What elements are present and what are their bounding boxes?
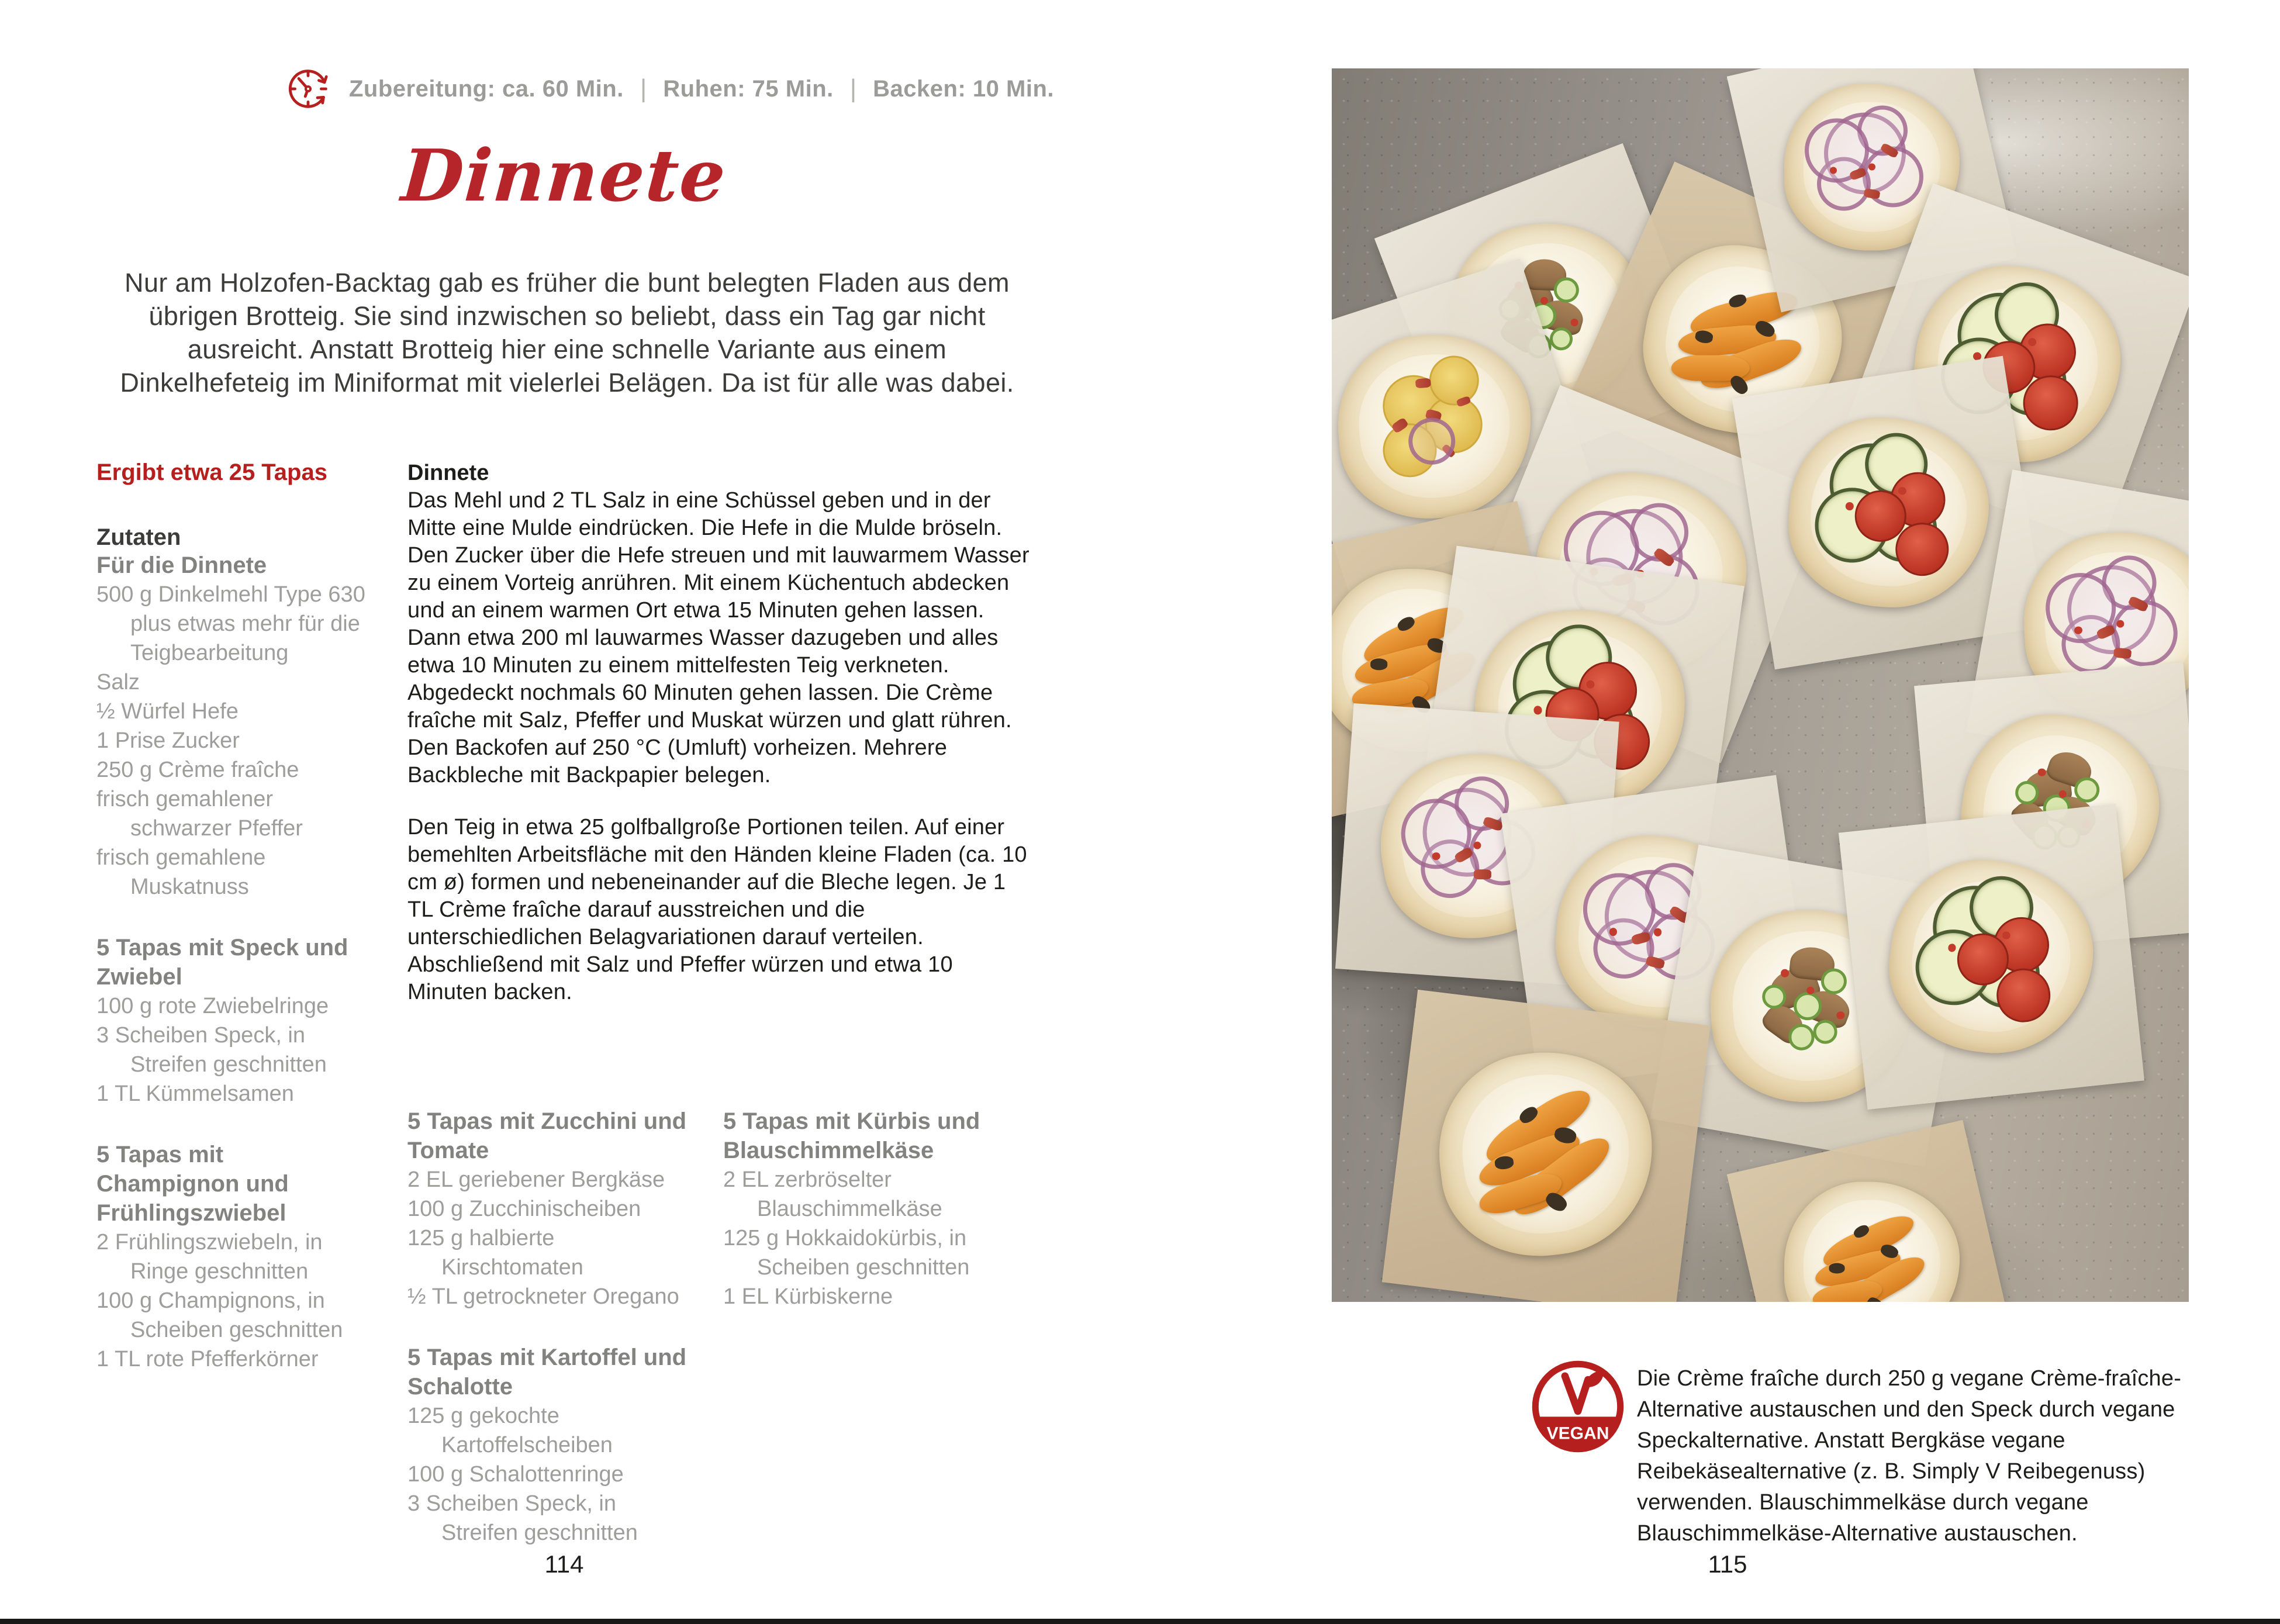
ingredient-item: 2 Frühlingszwiebeln, in Ringe geschnitten <box>96 1230 323 1284</box>
ingredients-column <box>96 459 367 1405</box>
ingredient-item: Salz <box>96 670 140 694</box>
topping-seed <box>1829 1263 1844 1273</box>
ingredient-item: 125 g gekochte Kartoffelscheiben <box>407 1404 613 1457</box>
ingredient-item: frisch gemahlene Muskatnuss <box>96 845 266 899</box>
ingredient-item: 125 g halbierte Kirschtomaten <box>407 1226 583 1280</box>
ingredient-item: 100 g Zucchinischeiben <box>407 1197 641 1221</box>
ingredient-group-heading: 5 Tapas mit Kartoffel und Schalotte <box>407 1345 687 1400</box>
ingredient-item: 2 EL zerbröselter Blauschimmelkäse <box>723 1167 942 1221</box>
time-item: Zubereitung: ca. 60 Min. <box>349 75 624 102</box>
topping-bac <box>1415 378 1431 389</box>
vegan-badge-label: VEGAN <box>1546 1423 1609 1443</box>
topping-bac <box>2113 647 2132 659</box>
ingredient-groups-left <box>96 551 367 1374</box>
prep-times-row <box>285 65 1054 112</box>
ingredient-group <box>96 1140 367 1374</box>
ingredient-item: 1 Prise Zucker <box>96 728 240 753</box>
timer-clock-icon <box>285 65 331 112</box>
method-paragraph: Das Mehl und 2 TL Salz in eine Schüssel geben und in der Mitte eine Mulde eindrücken. Die Hefe in die Mulde bröseln. Den Zucker über die Hefe streuen und mit lauwarmem Wasser zu einem Vorteig anrühren. Mit einem Küchentuch abdecken und an einem warmen Ort etwa 15 Minuten gehen lassen. Dann etwa 200 ml lauwarmes Wasser dazugeben und alles etwa 10 Minuten zu einem mittelfesten Teig verkneten. Abgedeckt nochmals 60 Minuten gehen lassen. Die Crème fraîche mit Salz, Pfeffer und Muskat würzen und glatt rühren. Den Backofen auf 250 °C (Umluft) vorheizen. Mehrere Backbleche mit Backpapier belegen. <box>407 488 1030 787</box>
ingredient-item: 1 EL Kürbiskerne <box>723 1284 893 1309</box>
time-item: Ruhen: 75 Min. <box>663 75 834 102</box>
time-separator: | <box>849 74 857 103</box>
ingredient-group <box>407 1107 694 1311</box>
topping-bac <box>1474 869 1491 879</box>
topping-pep <box>1845 502 1854 510</box>
ingredient-group-heading: 5 Tapas mit Zucchini und Tomate <box>407 1108 687 1163</box>
ingredient-item: 3 Scheiben Speck, in Streifen geschnitten <box>96 1023 327 1077</box>
yield-line: Ergibt etwa 25 Tapas <box>96 459 327 485</box>
vegan-badge-icon <box>1532 1357 1624 1456</box>
page-number-right: 115 <box>1708 1550 1747 1578</box>
ingredient-item: 500 g Dinkelmehl Type 630 plus etwas mehr für die Teigbearbeitung <box>96 582 365 665</box>
topping-pep <box>1608 927 1617 936</box>
ingredient-item: ½ TL getrockneter Oregano <box>407 1284 679 1309</box>
recipe-photo <box>1332 68 2189 1302</box>
topping-grn <box>1788 1024 1815 1051</box>
topping-seed <box>1370 658 1388 670</box>
topping-pep <box>1830 167 1837 174</box>
method-paragraphs <box>407 487 1034 1006</box>
ingredient-item: 1 TL Kümmelsamen <box>96 1081 294 1106</box>
page-bottom-edge <box>0 1619 2280 1624</box>
prep-times-items <box>349 74 1054 103</box>
ingredient-group-heading: 5 Tapas mit Kürbis und Blauschimmelkäse <box>723 1108 980 1163</box>
topping-pep <box>1898 486 1907 495</box>
flatbread-kuerbis <box>1439 1047 1653 1260</box>
ingredient-groups-middle <box>407 1107 694 1579</box>
ingredient-item: 125 g Hokkaidokürbis, in Scheiben geschnitten <box>723 1226 970 1280</box>
topping-pep <box>1868 164 1875 171</box>
time-item: Backen: 10 Min. <box>873 75 1054 102</box>
ingredient-item: 100 g rote Zwiebelringe <box>96 994 329 1018</box>
ingredient-item: 3 Scheiben Speck, in Streifen geschnitten <box>407 1491 638 1545</box>
ingredient-item: 100 g Schalottenringe <box>407 1462 624 1487</box>
recipe-title: Dinnete <box>399 133 730 217</box>
ingredient-item: 2 EL geriebener Bergkäse <box>407 1167 665 1192</box>
ingredient-group <box>407 1343 694 1547</box>
ingredient-group-heading: Für die Dinnete <box>96 552 267 578</box>
ingredient-item: 100 g Champignons, in Scheiben geschnitten <box>96 1288 343 1342</box>
time-separator: | <box>640 74 647 103</box>
recipe-intro: Nur am Holzofen-Backtag gab es früher die bunt belegten Fladen aus dem übrigen Brotteig. Sie sind inzwischen so beliebt, dass ein Tag gar nicht ausreicht. Anstatt Brotteig hier eine schnelle Variante aus einem Dinkelhefeteig im Miniformat mit vielerlei Belägen. Da ist für alle was dabei. <box>120 268 1014 398</box>
ingredient-group-heading: 5 Tapas mit Speck und Zwiebel <box>96 935 348 990</box>
method-column <box>407 459 1034 1031</box>
method-heading: Dinnete <box>407 461 489 485</box>
ingredients-title: Zutaten <box>96 524 181 550</box>
flatbread-zucchini-tomate <box>1891 856 2092 1058</box>
ingredient-item: ½ Würfel Hefe <box>96 699 239 724</box>
vegan-tip-text: Die Crème fraîche durch 250 g vegane Crème-fraîche-Alternative austauschen und den Speck durch vegane Speckalternative. Anstatt Bergkäse vegane Reibekäsealternative (z. B. Simply V Reibegenuss) verwenden. Blauschimmelkäse durch vegane Blauschimmelkäse-Alternative austauschen. <box>1637 1366 2182 1546</box>
ingredient-item: 1 TL rote Pfefferkörner <box>96 1347 319 1371</box>
page-number-left: 114 <box>544 1550 584 1578</box>
ingredient-item: 250 g Crème fraîche <box>96 758 299 782</box>
topping-grn <box>1820 968 1848 995</box>
flatbread-zucchini-tomate <box>1790 413 1988 612</box>
method-paragraph: Den Teig in etwa 25 golfballgroße Portionen teilen. Auf einer bemehlten Arbeitsfläche mit den Händen kleine Fladen (ca. 10 cm ø) formen und nebeneinander auf die Bleche legen. Je 1 TL Crème fraîche darauf ausstreichen und die unterschiedlichen Belagvariationen darauf verteilen. Abschließend mit Salz und Pfeffer würzen und etwa 10 Minuten backen. <box>407 815 1027 1004</box>
ingredient-group <box>723 1107 1004 1311</box>
ingredient-group <box>96 551 367 901</box>
ingredient-groups-right <box>723 1107 1004 1343</box>
ingredient-item: frisch gemahlener schwarzer Pfeffer <box>96 787 303 841</box>
topping-pep <box>2116 619 2124 627</box>
ingredient-group-heading: 5 Tapas mit Champignon und Frühlingszwiebel <box>96 1142 289 1226</box>
flatbread-kuerbis <box>1784 1177 1960 1302</box>
ingredient-group <box>96 933 367 1108</box>
topping-pep <box>1653 928 1662 937</box>
topping-pep <box>2074 626 2082 634</box>
flatbread-kartoffel <box>1338 330 1531 523</box>
